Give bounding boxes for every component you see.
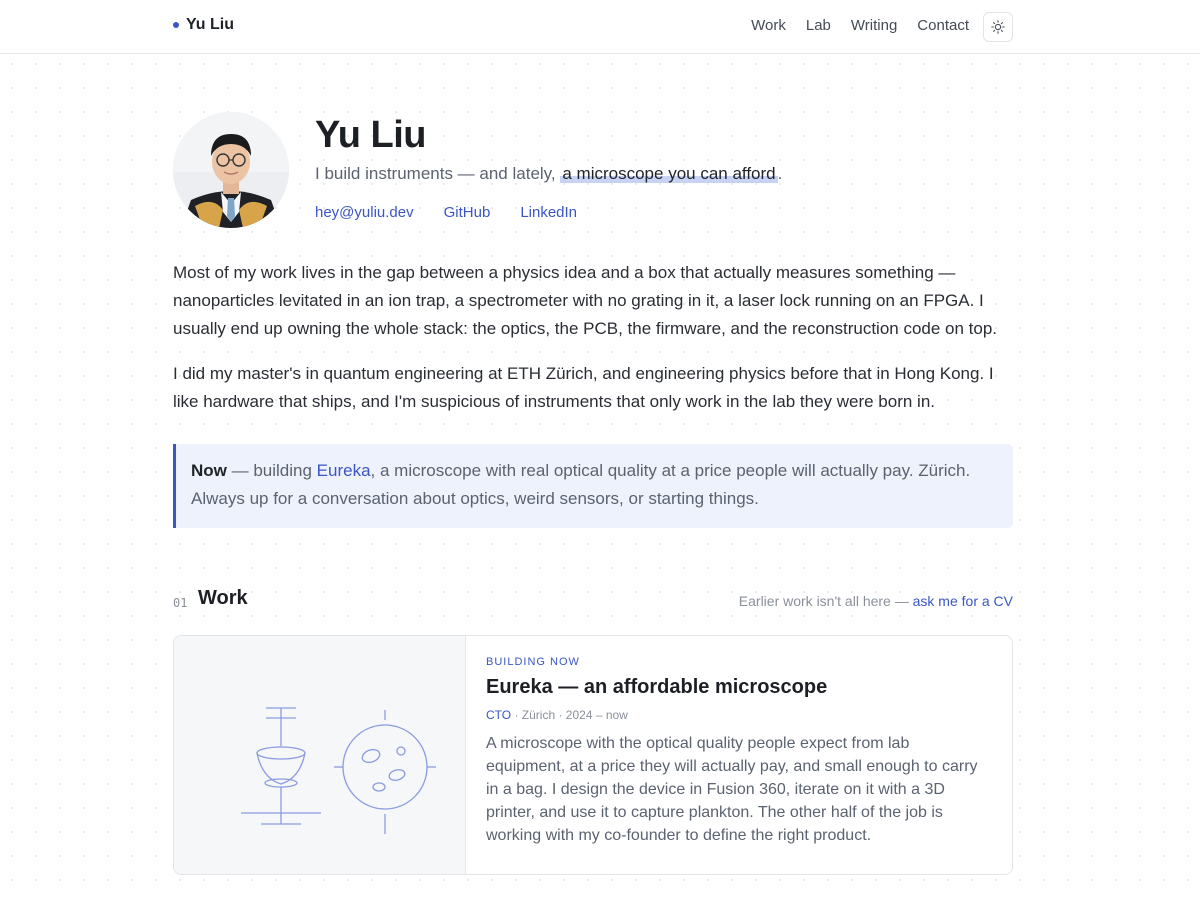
card-body [466,636,1012,874]
now-text-before: — building [226,461,317,480]
page-title: Yu Liu [315,114,426,156]
section-note [739,593,1013,609]
tagline-highlight: a microscope you can afford [562,164,776,183]
tagline-prefix: I build instruments — and lately, [315,164,556,183]
nav-contact-link[interactable]: Contact [917,17,969,34]
main-content [173,54,1013,875]
cv-link[interactable]: ask me for a CV [912,593,1013,609]
now-callout [173,444,1013,528]
card-status-label: BUILDING NOW [486,656,580,668]
hero-section [173,54,1013,254]
section-note-text: Earlier work isn't all here — [738,593,913,609]
tagline [315,164,782,184]
nav-writing-link[interactable]: Writing [850,17,898,34]
intro-paragraph-1: Most of my work lives in the gap between a physics idea and a box that actually measures something — nanoparticles levitated in an ion trap, a spectrometer with no grating in it, a laser lock running on an FPGA. I usually end up owning the whole stack: the optics, the PCB, the firmware, and the reconstruction code on top. [173,263,998,338]
linkedin-link[interactable]: LinkedIn [520,204,578,221]
brand-link[interactable] [173,16,234,34]
card-role: CTO [486,708,512,722]
brand-name: Yu Liu [186,16,234,33]
card-title[interactable]: Eureka — an affordable microscope [486,676,828,698]
nav-work-link[interactable]: Work [751,17,786,34]
microscope-illustration-icon [174,636,466,875]
eureka-link[interactable]: Eureka [316,461,371,480]
brand-dot-icon [173,22,179,28]
intro-paragraph-2: I did my master's in quantum engineering at ETH Zürich, and engineering physics before that in Hong Kong. I like hardware that ships, and I'm suspicious of instruments that only work in the lab they were born in. [173,364,994,411]
tagline-suffix: . [777,164,783,183]
contact-links [315,204,782,221]
work-card-eureka[interactable] [173,635,1013,875]
avatar-portrait [173,112,289,228]
email-link[interactable]: hey@yuliu.dev [315,204,414,221]
theme-toggle-button[interactable] [983,12,1013,42]
card-meta-details: · Zürich · 2024 – now [511,708,628,722]
now-label: Now [191,461,227,480]
top-navigation-bar [0,0,1200,54]
nav-lab-link[interactable]: Lab [805,17,831,34]
section-title: Work [198,587,248,609]
now-text-after: , a microscope with real optical quality at a price people will actually pay. Zürich. Always up for a conversation about optics, weird sensors, or starting things. [191,461,971,508]
card-description: A microscope with the optical quality people expect from lab equipment, at a price they will actually pay, and small enough to carry in a bag. I design the device in Fusion 360, iterate on it with a 3D printer, and use it to capture plankton. The other half of the job is working with my co-founder to define the right product. [486,735,978,844]
avatar [173,112,289,228]
card-meta [486,708,992,722]
github-link[interactable]: GitHub [443,204,491,221]
hero-text [315,112,782,221]
sun-icon [991,20,1005,34]
card-illustration [174,636,466,874]
work-section-header [173,586,1013,616]
main-nav [731,17,969,34]
section-number: 01 [173,596,188,610]
